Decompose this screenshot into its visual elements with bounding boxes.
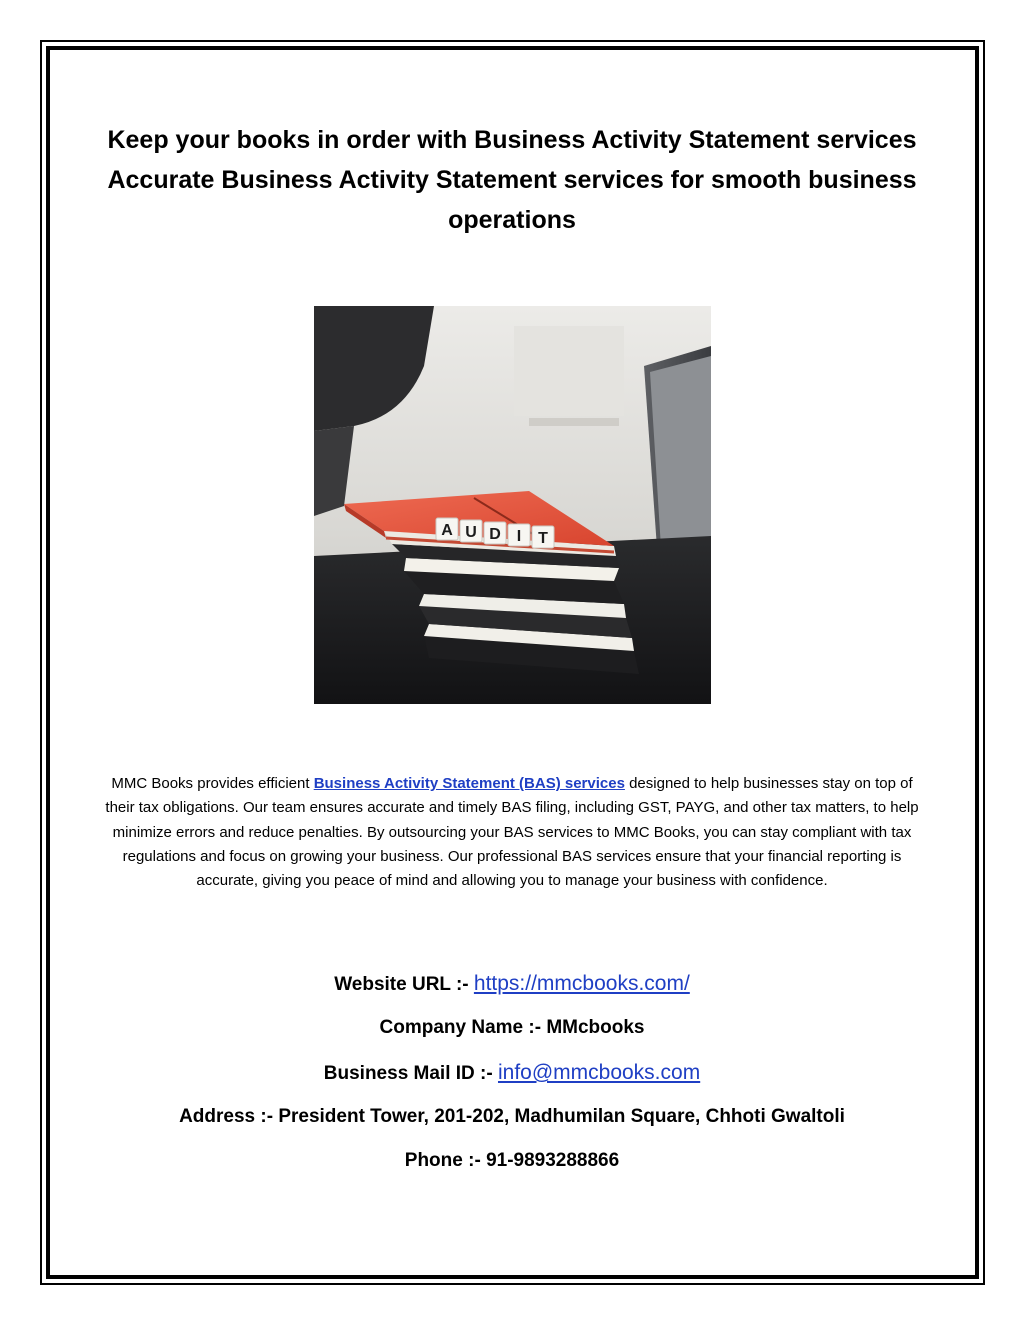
intro-prefix: MMC Books provides efficient — [111, 775, 314, 792]
page-title: Keep your books in order with Business Activity Statement services Accurate Business Activity Statement services for smooth business operations — [107, 126, 917, 234]
mail-link[interactable]: info@mmcbooks.com — [497, 1061, 701, 1084]
phone-line — [100, 1148, 924, 1174]
intro-suffix: designed to help businesses stay on top of their tax obligations. Our team ensures accurate and timely BAS filing, including GST, PAYG, and other tax matters, to help minimize errors and reduce penalties. By outsourcing your BAS services to MMC Books, you can stay compliant with tax regulations and focus on growing your business. Our professional BAS services ensure that your financial reporting is accurate, giving you peace of mind and allowing you to manage your business with confidence. — [105, 775, 919, 890]
cube-letter: D — [489, 526, 501, 543]
audit-books-photo — [314, 306, 711, 704]
company-name: MMcbooks — [546, 1017, 645, 1038]
cube-letter: T — [538, 530, 548, 547]
mail-label: Business Mail ID :- — [323, 1063, 498, 1084]
address-value: President Tower, 201-202, Madhumilan Square, Chhoti Gwaltoli — [278, 1106, 845, 1127]
mail-line — [100, 1060, 924, 1087]
bas-services-link[interactable]: Business Activity Statement (BAS) services — [313, 775, 625, 792]
cube-letter: U — [465, 524, 477, 541]
website-label: Website URL :- — [334, 974, 474, 995]
phone-value: 91-9893288866 — [486, 1150, 620, 1171]
website-link[interactable]: https://mmcbooks.com/ — [473, 972, 690, 995]
cube-letter: A — [441, 522, 453, 539]
website-line — [100, 971, 924, 998]
intro-paragraph — [100, 772, 924, 893]
company-label: Company Name :- — [379, 1017, 547, 1038]
address-label: Address :- — [179, 1106, 279, 1127]
company-line — [100, 1015, 924, 1041]
address-line — [100, 1104, 924, 1130]
phone-label: Phone :- — [404, 1150, 487, 1171]
cube-letter: I — [516, 528, 522, 545]
